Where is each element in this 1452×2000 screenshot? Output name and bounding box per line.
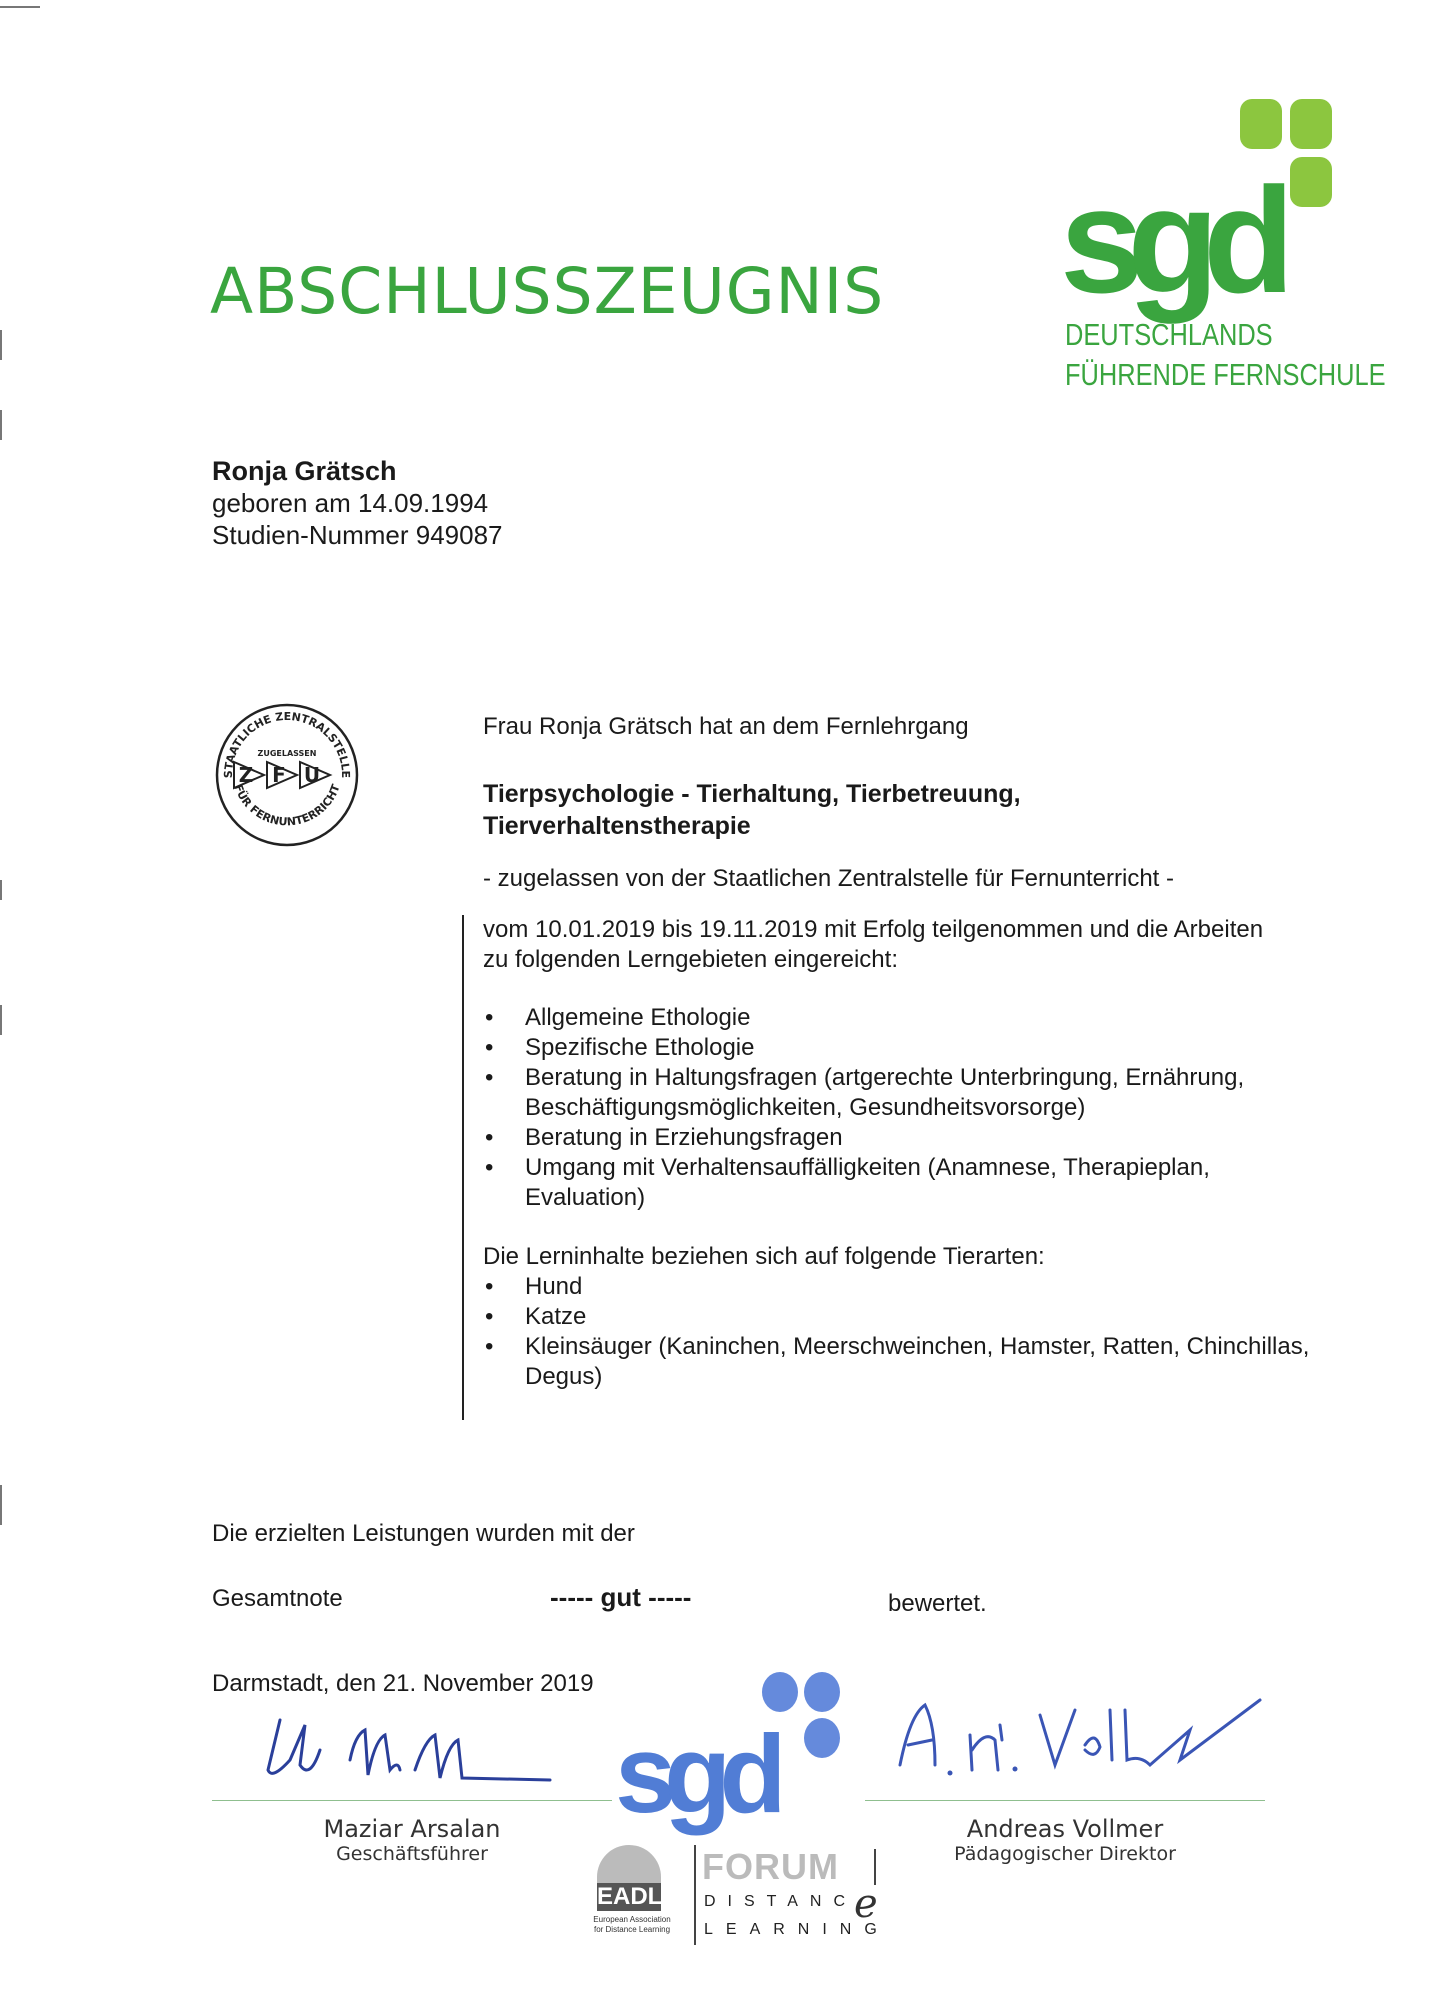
seal-letter-z: Z [238, 763, 254, 787]
tagline-line-2: FÜHRENDE FERNSCHULE [1065, 357, 1386, 392]
logo-dot [1290, 99, 1332, 149]
seal-middle-text: ZUGELASSEN [257, 749, 317, 758]
scan-mark [0, 1005, 2, 1035]
logo-dot [1240, 99, 1282, 149]
left-rule [462, 915, 464, 1420]
sgd-logo [1050, 95, 1386, 405]
logo-wordmark: sgd [1060, 156, 1279, 324]
stamp-dot [804, 1672, 840, 1712]
student-number: Studien-Nummer 949087 [212, 520, 503, 550]
eadl-sub-1: European Association [593, 1915, 671, 1924]
list-item: • Umgang mit Verhaltensauffälligkeiten (Anamnese, Therapieplan, Evaluation) [483, 1153, 1323, 1213]
list-item: • Beratung in Haltungsfragen (artgerechte Unterbringung, Ernährung, Beschäftigungsmöglichkeiten, Gesundheitsvorsorge) [483, 1063, 1323, 1123]
svg-text:FÜR FERNUNTERRICHT [231, 782, 342, 828]
seal-top-text: STAATLICHE ZENTRALSTELLE [221, 709, 353, 779]
signer-left [262, 1815, 562, 1865]
scan-mark [0, 6, 40, 8]
signature-arsalan [250, 1700, 570, 1810]
seal-letter-f: F [272, 763, 286, 787]
zfu-seal [212, 700, 362, 850]
scan-mark [0, 880, 2, 900]
period-line-2: zu folgenden Lerngebieten eingereicht: [483, 946, 898, 973]
signature-vollmer [890, 1685, 1270, 1795]
eadl-sub-2: for Distance Learning [593, 1925, 671, 1934]
student-birth: geboren am 14.09.1994 [212, 488, 489, 518]
subject-list [483, 1003, 1323, 1213]
performance-line: Die erzielten Leistungen wurden mit der [212, 1520, 635, 1547]
seal-letter-u: U [303, 763, 321, 787]
grade-label: Gesamtnote [212, 1585, 343, 1612]
place-date: Darmstadt, den 21. November 2019 [212, 1670, 594, 1697]
tagline-line-1: DEUTSCHLANDS [1065, 317, 1273, 352]
signer-role: Geschäftsführer [336, 1843, 488, 1865]
grade-suffix: bewertet. [888, 1590, 987, 1617]
list-item: • Kleinsäuger (Kaninchen, Meerschweinchen, Hamster, Ratten, Chinchillas, Degus) [483, 1332, 1343, 1392]
course-intro: Frau Ronja Grätsch hat an dem Fernlehrgang [483, 713, 969, 740]
course-title [483, 778, 1363, 842]
forum-e: e [854, 1881, 878, 1927]
logo-dot [1290, 157, 1332, 207]
scan-mark [0, 1485, 2, 1525]
stamp-dot [804, 1718, 840, 1758]
approval-note: - zugelassen von der Staatlichen Zentralstelle für Fernunterricht - [483, 865, 1174, 892]
scan-mark [0, 330, 2, 360]
student-info [212, 455, 503, 551]
zfu-seal-graphic [212, 700, 362, 850]
student-name: Ronja Grätsch [212, 456, 397, 486]
course-title-line-2: Tierverhaltenstherapie [483, 812, 751, 840]
forum-distance-learning-logo [694, 1845, 894, 1945]
list-item: • Hund [483, 1272, 1343, 1302]
signer-name: Andreas Vollmer [966, 1815, 1164, 1843]
list-item: • Allgemeine Ethologie [483, 1003, 1323, 1033]
period-text [483, 915, 1363, 975]
stamp-dot [762, 1672, 798, 1712]
signer-name: Maziar Arsalan [323, 1815, 501, 1843]
forum-label: FORUM [702, 1846, 839, 1887]
list-item: • Spezifische Ethologie [483, 1033, 1323, 1063]
document-title: ABSCHLUSSZEUGNIS [210, 255, 885, 328]
signer-role: Pädagogischer Direktor [954, 1843, 1176, 1865]
course-title-line-1: Tierpsychologie - Tierhaltung, Tierbetreuung, [483, 780, 1021, 808]
eadl-label: EADL [597, 1883, 663, 1910]
stamp-wordmark: sgd [615, 1713, 775, 1836]
forum-sub-2: LEARNING [704, 1921, 890, 1938]
signer-right [915, 1815, 1215, 1865]
animals-intro: Die Lerninhalte beziehen sich auf folgende Tierarten: [483, 1243, 1045, 1270]
forum-sub-1: DISTANC [704, 1893, 858, 1910]
eadl-logo [592, 1845, 672, 1945]
list-item: • Beratung in Erziehungsfragen [483, 1123, 1323, 1153]
list-item: • Katze [483, 1302, 1343, 1332]
period-line-1: vom 10.01.2019 bis 19.11.2019 mit Erfolg teilgenommen und die Arbeiten [483, 916, 1264, 943]
signature-line-left [212, 1800, 612, 1801]
animal-list [483, 1272, 1343, 1392]
scan-mark [0, 410, 2, 440]
grade-value: ----- gut ----- [550, 1582, 692, 1612]
logo-tagline [1065, 315, 1386, 395]
seal-bottom-text: FÜR FERNUNTERRICHT [231, 782, 343, 829]
signature-line-right [865, 1800, 1265, 1801]
